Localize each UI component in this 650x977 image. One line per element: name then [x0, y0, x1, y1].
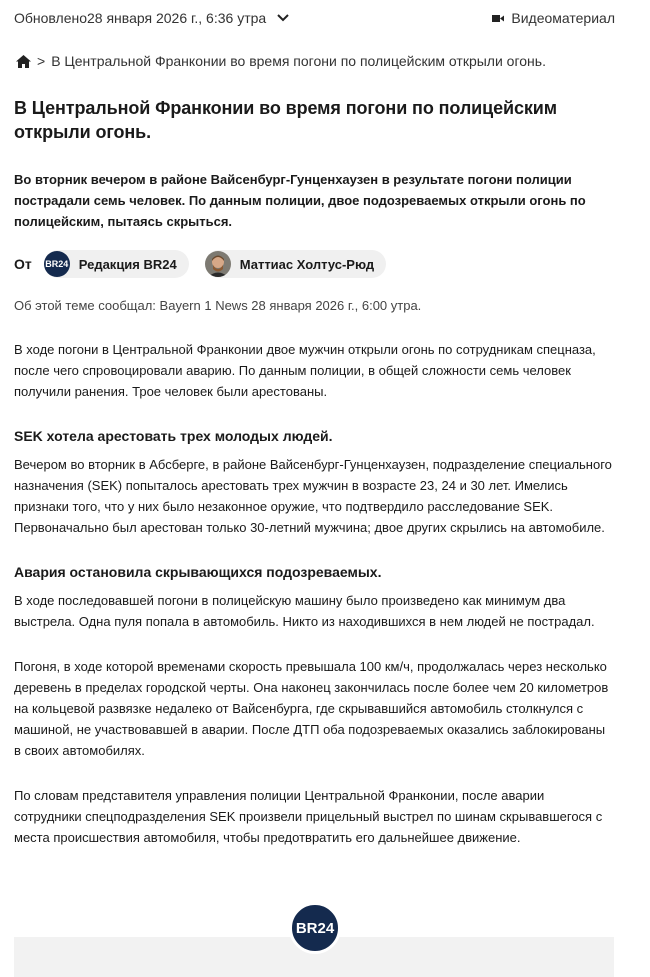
author-name: Маттиас Холтус-Рюд	[239, 256, 375, 272]
reported-by	[14, 298, 421, 313]
top-bar	[14, 8, 615, 28]
updated-info	[14, 10, 290, 26]
paragraph: Вечером во вторник в Абсберге, в районе Вайсенбург-Гунценхаузен, подразделение специального назначения (SEK) попыталось арестовать трех мужчин в возрасте 23, 24 и 30 лет. Имелись признаки того, что у них было незаконное оружие, что подтвердило расследование SEK. Первоначально был арестован только 30-летний мужчина; двое других скрылись на автомобиле.	[14, 457, 612, 535]
avatar	[205, 251, 231, 277]
author-chip-br24[interactable]	[44, 250, 189, 278]
video-camera-icon	[492, 14, 504, 23]
article-body	[14, 339, 614, 872]
article-lead: Во вторник вечером в районе Вайсенбург-Гунценхаузен в результате погони полиции пострадали семь человек. По данным полиции, двое подозреваемых открыли огонь по полицейским, пытаясь скрыться.	[14, 172, 586, 229]
updated-prefix: Обновлено	[14, 10, 88, 26]
breadcrumb	[16, 53, 546, 69]
br24-avatar: BR24	[44, 251, 70, 277]
author-row	[14, 250, 402, 278]
paragraph: Погоня, в ходе которой временами скорость превышала 100 км/ч, продолжалась через несколько деревень в пределах городской черты. Она наконец закончилась после более чем 20 километров на кольцевой развязке недалеко от Вайсенбурга, где скрывавшийся автомобиль столкнулся с машиной, не участвовавшей в аварии. После ДТП оба подозреваемых оказались заблокированы в своих автомобилях.	[14, 659, 609, 758]
video-label: Видеоматериал	[511, 10, 615, 26]
br24-logo: BR24	[289, 902, 341, 954]
chevron-down-icon[interactable]	[276, 11, 290, 25]
paragraph: В ходе последовавшей погони в полицейскую машину было произведено как минимум два выстрела. Одна пуля попала в автомобиль. Никто из находившихся в нем людей не пострадал.	[14, 593, 595, 629]
section-heading: SEK хотела арестовать трех молодых людей.	[14, 428, 333, 444]
reported-prefix: Об этой теме сообщал:	[14, 298, 160, 313]
page-title: В Центральной Франконии во время погони по полицейским открыли огонь.	[14, 98, 557, 142]
home-icon[interactable]	[16, 55, 31, 68]
breadcrumb-separator: >	[37, 53, 46, 69]
from-label: От	[14, 256, 32, 272]
updated-date: 28 января 2026 г., 6:36 утра	[87, 10, 267, 26]
video-link[interactable]	[492, 10, 615, 26]
paragraph: В ходе погони в Центральной Франконии двое мужчин открыли огонь по сотрудникам спецназа, после чего спровоцировали аварию. По данным полиции, в общей сложности семь человек получили ранения. Трое человек были арестованы.	[14, 342, 596, 399]
reported-source: Bayern 1 News 28 января 2026 г., 6:00 утра.	[159, 298, 422, 313]
author-chip-holtus[interactable]	[205, 250, 386, 278]
section-heading: Авария остановила скрывающихся подозреваемых.	[14, 564, 382, 580]
breadcrumb-current[interactable]: В Центральной Франконии во время погони по полицейским открыли огонь.	[51, 53, 546, 69]
paragraph: По словам представителя управления полиции Центральной Франконии, после аварии сотрудники спецподразделения SEK произвели прицельный выстрел по шинам скрывавшегося с места происшествия автомобиля, чтобы предотвратить его дальнейшее движение.	[14, 788, 603, 845]
author-name: Редакция BR24	[78, 256, 177, 272]
